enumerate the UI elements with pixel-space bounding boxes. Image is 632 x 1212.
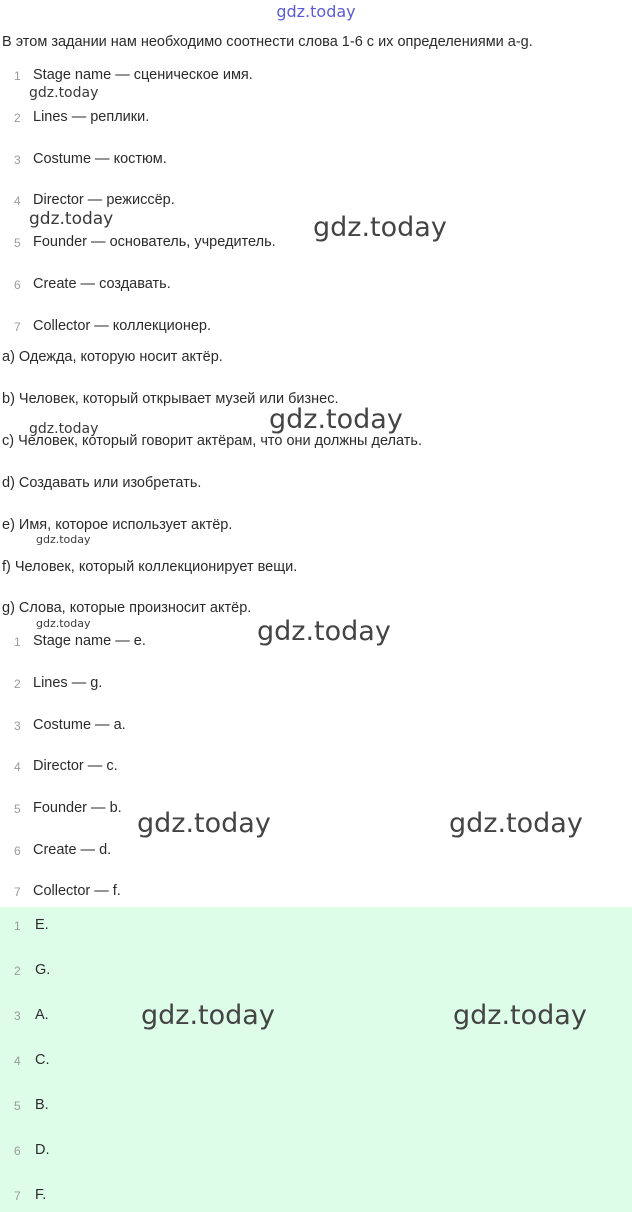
definition-item: e) Имя, которое использует актёр.	[2, 517, 233, 533]
item-number: 5	[14, 802, 21, 816]
item-number: 5	[14, 1099, 21, 1113]
item-text: Lines — g.	[33, 675, 103, 691]
item-text: Costume — a.	[33, 717, 126, 733]
item-text: Collector — коллекционер.	[33, 318, 211, 334]
watermark: gdz.today	[269, 404, 403, 435]
item-number: 5	[14, 236, 21, 250]
item-text: Stage name — сценическое имя.	[33, 67, 253, 83]
item-number: 1	[14, 635, 21, 649]
item-number: 4	[14, 194, 21, 208]
watermark: gdz.today	[29, 421, 99, 437]
definition-item: g) Слова, которые произносит актёр.	[2, 600, 252, 616]
item-number: 6	[14, 844, 21, 858]
item-text: Director — режиссёр.	[33, 192, 175, 208]
item-number: 6	[14, 278, 21, 292]
watermark: gdz.today	[313, 212, 447, 243]
watermark: gdz.today	[257, 616, 391, 647]
task-intro: В этом задании нам необходимо соотнести слова 1-6 с их определениями a-g.	[2, 34, 533, 50]
item-number: 7	[14, 885, 21, 899]
watermark: gdz.today	[449, 808, 583, 839]
item-text: F.	[35, 1187, 47, 1203]
item-number: 6	[14, 1144, 21, 1158]
site-logo[interactable]: gdz.today	[276, 2, 356, 21]
watermark: gdz.today	[141, 1000, 275, 1031]
watermark: gdz.today	[29, 209, 114, 229]
item-text: Lines — реплики.	[33, 109, 150, 125]
item-number: 2	[14, 111, 21, 125]
item-number: 3	[14, 1009, 21, 1023]
watermark: gdz.today	[137, 808, 271, 839]
item-number: 7	[14, 1189, 21, 1203]
item-text: C.	[35, 1052, 50, 1068]
watermark: gdz.today	[36, 533, 91, 546]
item-text: Founder — b.	[33, 800, 122, 816]
item-number: 1	[14, 69, 21, 83]
definition-item: b) Человек, который открывает музей или бизнес.	[2, 391, 339, 407]
answer-block	[0, 907, 632, 1212]
definition-item: f) Человек, который коллекционирует вещи.	[2, 559, 298, 575]
watermark: gdz.today	[453, 1000, 587, 1031]
item-number: 3	[14, 719, 21, 733]
item-number: 1	[14, 919, 21, 933]
item-text: G.	[35, 962, 51, 978]
item-number: 2	[14, 964, 21, 978]
item-text: Founder — основатель, учредитель.	[33, 234, 276, 250]
item-number: 4	[14, 1054, 21, 1068]
item-text: Create — создавать.	[33, 276, 171, 292]
item-text: A.	[35, 1007, 49, 1023]
item-number: 4	[14, 760, 21, 774]
item-text: Stage name — e.	[33, 633, 146, 649]
item-text: D.	[35, 1142, 50, 1158]
item-text: B.	[35, 1097, 49, 1113]
item-number: 2	[14, 677, 21, 691]
watermark: gdz.today	[29, 85, 99, 101]
item-number: 3	[14, 153, 21, 167]
definition-item: c) Человек, который говорит актёрам, что они должны делать.	[2, 433, 422, 449]
item-text: Costume — костюм.	[33, 151, 167, 167]
item-text: Create — d.	[33, 842, 112, 858]
watermark: gdz.today	[36, 617, 91, 630]
definition-item: d) Создавать или изобретать.	[2, 475, 202, 491]
item-number: 7	[14, 320, 21, 334]
item-text: Collector — f.	[33, 883, 121, 899]
item-text: E.	[35, 917, 49, 933]
item-text: Director — c.	[33, 758, 118, 774]
definition-item: a) Одежда, которую носит актёр.	[2, 349, 223, 365]
